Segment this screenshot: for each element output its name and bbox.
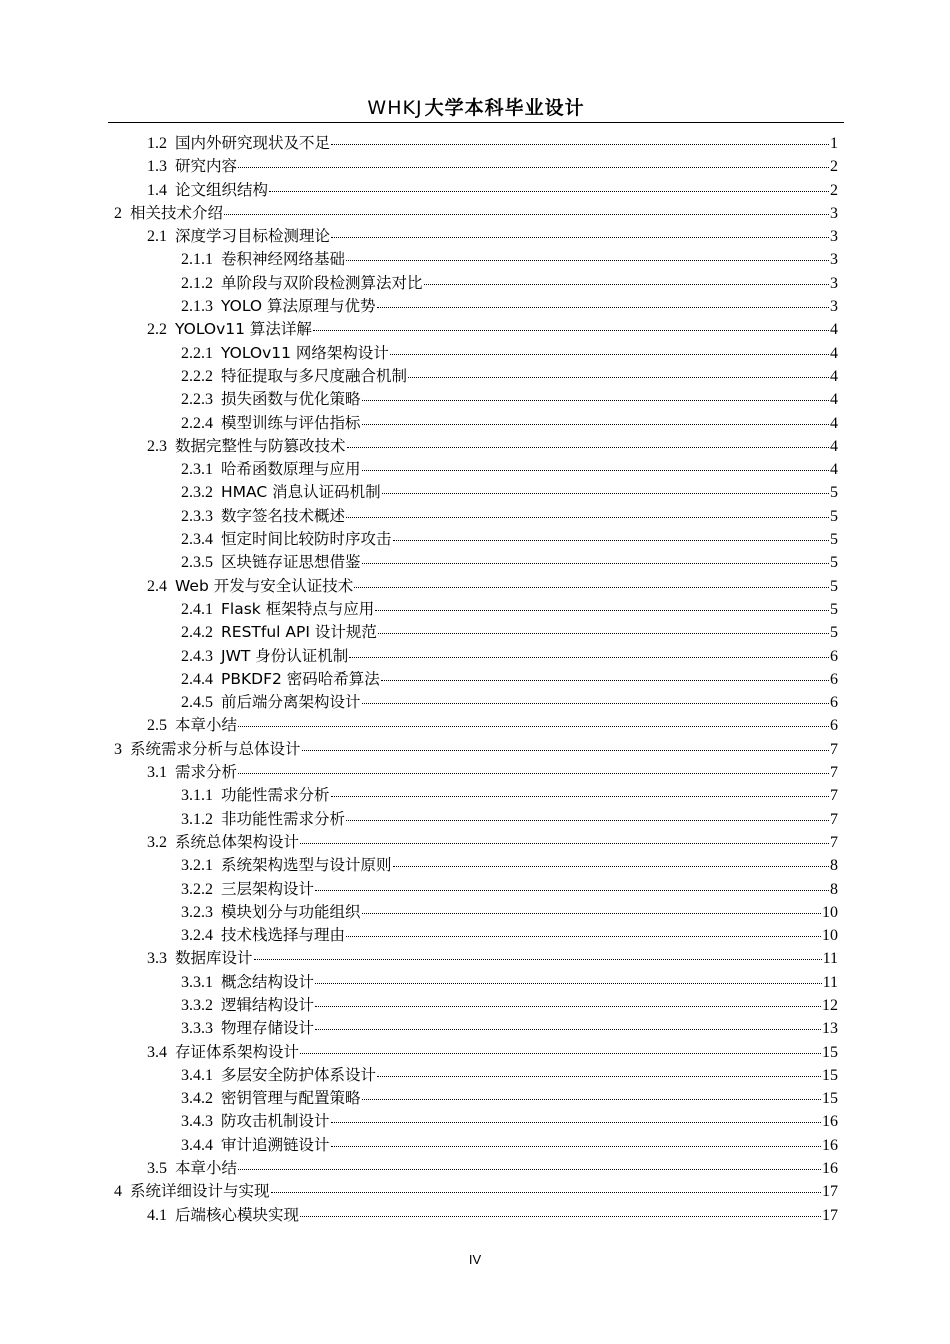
toc-entry-title: 功能性需求分析 [221, 786, 330, 805]
toc-entry-title: 后端核心模块实现 [175, 1205, 300, 1224]
toc-entry-page: 17 [822, 1183, 838, 1201]
toc-entry-title: PBKDF2 密码哈希算法 [221, 669, 380, 688]
toc-entry-page: 7 [830, 810, 838, 828]
toc-entry-title: 前后端分离架构设计 [221, 693, 361, 712]
toc-entry[interactable] [108, 784, 838, 807]
toc-dot-leader [331, 1122, 821, 1123]
toc-entry-page: 3 [830, 274, 838, 292]
toc-entry-page: 16 [822, 1113, 838, 1131]
toc-dot-leader [300, 1053, 821, 1054]
toc-entry-number: 3.3.1 [181, 973, 213, 991]
toc-entry-title: 逻辑结构设计 [221, 995, 315, 1014]
toc-entry-number: 4.1 [147, 1206, 167, 1224]
toc-entry-page: 4 [830, 437, 838, 455]
toc-entry-title: Web 开发与安全认证技术 [175, 576, 354, 595]
toc-entry-number: 3.2.4 [181, 927, 213, 945]
toc-entry-number: 3.2.3 [181, 903, 213, 921]
toc-entry-page: 3 [830, 251, 838, 269]
toc-entry[interactable] [108, 1134, 838, 1157]
toc-entry-title: 密钥管理与配置策略 [221, 1089, 361, 1108]
toc-dot-leader [331, 1146, 821, 1147]
toc-dot-leader [331, 144, 829, 145]
toc-entry-title: 哈希函数原理与应用 [221, 460, 361, 479]
toc-dot-leader [362, 703, 829, 704]
toc-entry-title: JWT 身份认证机制 [221, 646, 349, 665]
toc-entry[interactable] [108, 971, 838, 994]
toc-entry[interactable] [108, 854, 838, 877]
toc-entry-page: 7 [830, 740, 838, 758]
toc-entry[interactable] [108, 1087, 838, 1110]
toc-entry[interactable] [108, 714, 838, 737]
toc-entry[interactable] [108, 435, 838, 458]
toc-entry-page: 5 [830, 484, 838, 502]
toc-dot-leader [269, 191, 829, 192]
toc-entry-title: 系统总体架构设计 [175, 832, 300, 851]
toc-dot-leader [378, 633, 829, 634]
toc-entry-page: 5 [830, 600, 838, 618]
toc-entry-page: 6 [830, 694, 838, 712]
toc-entry-title: YOLO 算法原理与优势 [221, 297, 376, 316]
toc-entry-page: 3 [830, 228, 838, 246]
toc-entry[interactable] [108, 1110, 838, 1133]
toc-dot-leader [224, 214, 829, 215]
toc-entry-number: 2.3.1 [181, 461, 213, 479]
toc-entry[interactable] [108, 528, 838, 551]
toc-entry[interactable] [108, 1017, 838, 1040]
toc-dot-leader [238, 773, 829, 774]
toc-entry-number: 4 [114, 1183, 122, 1201]
toc-dot-leader [424, 284, 829, 285]
toc-entry-title: 单阶段与双阶段检测算法对比 [221, 273, 423, 292]
toc-entry-page: 3 [830, 204, 838, 222]
toc-entry-number: 2.4.2 [181, 624, 213, 642]
toc-entry-number: 2.2.4 [181, 414, 213, 432]
toc-dot-leader [271, 1192, 821, 1193]
toc-entry-title: 特征提取与多尺度融合机制 [221, 366, 408, 385]
toc-entry-title: 系统详细设计与实现 [130, 1182, 270, 1201]
toc-dot-leader [238, 726, 829, 727]
toc-entry-page: 15 [822, 1066, 838, 1084]
toc-entry-title: 数字签名技术概述 [221, 506, 346, 525]
toc-entry-number: 2.2.3 [181, 391, 213, 409]
toc-dot-leader [347, 447, 829, 448]
toc-entry[interactable] [108, 691, 838, 714]
toc-entry-number: 2.2.2 [181, 367, 213, 385]
toc-entry[interactable] [108, 1204, 838, 1227]
toc-dot-leader [254, 959, 822, 960]
toc-entry[interactable] [108, 388, 838, 411]
toc-dot-leader [238, 1169, 821, 1170]
toc-entry-number: 3.4.4 [181, 1136, 213, 1154]
toc-entry-title: 多层安全防护体系设计 [221, 1065, 377, 1084]
toc-entry-page: 11 [822, 973, 838, 991]
toc-entry-page: 16 [822, 1160, 838, 1178]
toc-entry-title: 卷积神经网络基础 [221, 250, 346, 269]
toc-entry-title: 相关技术介绍 [130, 203, 224, 222]
toc-entry-number: 2.3.4 [181, 531, 213, 549]
toc-entry-title: HMAC 消息认证码机制 [221, 483, 381, 502]
toc-entry-number: 3 [114, 740, 122, 758]
toc-entry-number: 2.4.1 [181, 600, 213, 618]
toc-entry-number: 3.3.2 [181, 996, 213, 1014]
toc-dot-leader [393, 540, 829, 541]
toc-entry[interactable] [108, 738, 838, 761]
toc-entry[interactable] [108, 901, 838, 924]
toc-entry[interactable] [108, 924, 838, 947]
toc-entry-number: 2.2.1 [181, 344, 213, 362]
toc-dot-leader [408, 377, 829, 378]
toc-entry[interactable] [108, 761, 838, 784]
toc-entry-number: 2.4.3 [181, 647, 213, 665]
toc-entry-title: 损失函数与优化策略 [221, 390, 361, 409]
toc-entry-number: 3.4.2 [181, 1090, 213, 1108]
toc-entry-title: 本章小结 [175, 1159, 238, 1178]
toc-entry-page: 5 [830, 577, 838, 595]
toc-entry-page: 1 [830, 135, 838, 152]
toc-entry-page: 10 [822, 927, 838, 945]
toc-entry-page: 6 [830, 717, 838, 735]
toc-entry[interactable] [108, 155, 838, 178]
toc-entry-number: 2.1.3 [181, 298, 213, 316]
toc-entry-page: 5 [830, 507, 838, 525]
toc-entry-number: 3.2.2 [181, 880, 213, 898]
toc-dot-leader [315, 1029, 821, 1030]
toc-entry-title: 需求分析 [175, 763, 238, 782]
toc-entry-number: 3.2 [147, 833, 167, 851]
toc-entry-page: 15 [822, 1090, 838, 1108]
toc-entry[interactable] [108, 132, 838, 155]
toc-entry-title: 系统需求分析与总体设计 [130, 739, 301, 758]
toc-entry-page: 7 [830, 787, 838, 805]
toc-entry-title: 模型训练与评估指标 [221, 413, 361, 432]
toc-entry-page: 17 [822, 1206, 838, 1224]
toc-entry-title: YOLOv11 网络架构设计 [221, 343, 389, 362]
toc-entry-number: 2.1 [147, 228, 167, 246]
toc-entry-number: 1.2 [147, 135, 167, 152]
toc-entry-page: 12 [822, 996, 838, 1014]
toc-entry-page: 4 [830, 461, 838, 479]
toc-dot-leader [331, 796, 829, 797]
toc-entry-number: 2.4.4 [181, 670, 213, 688]
toc-entry-title: YOLOv11 算法详解 [175, 320, 312, 339]
toc-entry-number: 2.4.5 [181, 694, 213, 712]
toc-dot-leader [381, 680, 829, 681]
toc-entry[interactable] [108, 575, 838, 598]
toc-entry[interactable] [108, 621, 838, 644]
toc-entry-page: 6 [830, 647, 838, 665]
toc-entry[interactable] [108, 598, 838, 621]
toc-dot-leader [346, 936, 821, 937]
page-header [108, 94, 844, 123]
toc-entry-page: 2 [830, 158, 838, 176]
toc-entry-number: 2.5 [147, 717, 167, 735]
toc-dot-leader [315, 1006, 821, 1007]
toc-entry[interactable] [108, 808, 838, 831]
toc-entry[interactable] [108, 202, 838, 225]
toc-dot-leader [362, 1099, 821, 1100]
table-of-contents [108, 132, 838, 1227]
toc-entry-number: 3.3.3 [181, 1020, 213, 1038]
page-number: IV [468, 1252, 482, 1267]
toc-entry-page: 4 [830, 414, 838, 432]
toc-dot-leader [362, 913, 821, 914]
toc-entry[interactable] [108, 878, 838, 901]
toc-entry-title: 区块链存证思想借鉴 [221, 553, 361, 572]
toc-entry-title: 论文组织结构 [175, 180, 269, 199]
toc-entry-number: 2.4 [147, 577, 167, 595]
toc-entry-number: 3.2.1 [181, 857, 213, 875]
toc-entry-title: 数据库设计 [175, 949, 253, 968]
toc-dot-leader [346, 820, 829, 821]
toc-entry-title: 研究内容 [175, 157, 238, 176]
toc-entry-title: 防攻击机制设计 [221, 1112, 330, 1131]
toc-entry-title: 恒定时间比较防时序攻击 [221, 530, 392, 549]
toc-entry-title: 数据完整性与防篡改技术 [175, 436, 346, 455]
toc-dot-leader [331, 237, 829, 238]
toc-entry-number: 3.3 [147, 950, 167, 968]
toc-entry-title: 本章小结 [175, 716, 238, 735]
toc-entry-page: 2 [830, 181, 838, 199]
toc-entry-page: 4 [830, 367, 838, 385]
toc-entry-page: 5 [830, 624, 838, 642]
toc-entry[interactable] [108, 1064, 838, 1087]
toc-entry-title: 存证体系架构设计 [175, 1042, 300, 1061]
toc-entry[interactable] [108, 505, 838, 528]
toc-entry-number: 2.1.1 [181, 251, 213, 269]
toc-entry-title: 三层架构设计 [221, 879, 315, 898]
toc-dot-leader [300, 843, 829, 844]
toc-entry-number: 1.3 [147, 158, 167, 176]
toc-entry-number: 3.4.1 [181, 1066, 213, 1084]
toc-dot-leader [346, 260, 829, 261]
header-title: 大学本科毕业设计 [424, 97, 585, 119]
toc-dot-leader [390, 354, 829, 355]
toc-entry-page: 7 [830, 764, 838, 782]
toc-entry[interactable] [108, 318, 838, 341]
toc-dot-leader [313, 330, 829, 331]
toc-entry[interactable] [108, 947, 838, 970]
toc-entry-number: 2.1.2 [181, 274, 213, 292]
toc-entry-number: 2.3 [147, 437, 167, 455]
toc-entry[interactable] [108, 179, 838, 202]
toc-entry-number: 2.2 [147, 321, 167, 339]
toc-entry-page: 10 [822, 903, 838, 921]
toc-entry-title: 国内外研究现状及不足 [175, 134, 331, 152]
toc-entry-page: 5 [830, 531, 838, 549]
toc-entry-title: 审计追溯链设计 [221, 1135, 330, 1154]
toc-entry[interactable] [108, 481, 838, 504]
toc-entry-page: 4 [830, 391, 838, 409]
toc-entry[interactable] [108, 365, 838, 388]
toc-dot-leader [349, 657, 829, 658]
toc-entry-page: 8 [830, 857, 838, 875]
toc-dot-leader [377, 307, 829, 308]
toc-entry[interactable] [108, 295, 838, 318]
toc-dot-leader [300, 1216, 821, 1217]
toc-entry-title: 非功能性需求分析 [221, 809, 346, 828]
toc-entry-page: 4 [830, 344, 838, 362]
toc-dot-leader [377, 1076, 821, 1077]
toc-entry-number: 3.5 [147, 1160, 167, 1178]
toc-entry-number: 3.1 [147, 764, 167, 782]
toc-dot-leader [346, 517, 829, 518]
toc-entry-number: 2 [114, 204, 122, 222]
toc-entry-page: 16 [822, 1136, 838, 1154]
toc-entry-page: 5 [830, 554, 838, 572]
toc-entry-number: 2.3.2 [181, 484, 213, 502]
toc-dot-leader [362, 424, 829, 425]
toc-entry-page: 4 [830, 321, 838, 339]
toc-entry-page: 11 [822, 950, 838, 968]
toc-entry-title: 物理存储设计 [221, 1019, 315, 1038]
toc-dot-leader [375, 610, 829, 611]
toc-entry-title: 模块划分与功能组织 [221, 902, 361, 921]
toc-entry[interactable] [108, 1180, 838, 1203]
toc-entry-number: 2.3.5 [181, 554, 213, 572]
toc-entry[interactable] [108, 1041, 838, 1064]
toc-entry[interactable] [108, 458, 838, 481]
toc-dot-leader [354, 587, 829, 588]
toc-entry-page: 7 [830, 833, 838, 851]
toc-entry[interactable] [108, 225, 838, 248]
toc-entry[interactable] [108, 668, 838, 691]
toc-entry-page: 3 [830, 298, 838, 316]
toc-entry-title: 技术栈选择与理由 [221, 926, 346, 945]
toc-dot-leader [362, 563, 829, 564]
toc-entry[interactable] [108, 645, 838, 668]
toc-entry-title: 概念结构设计 [221, 972, 315, 991]
toc-entry-title: RESTful API 设计规范 [221, 623, 377, 642]
toc-entry-number: 3.4 [147, 1043, 167, 1061]
toc-dot-leader [315, 890, 829, 891]
toc-dot-leader [362, 470, 829, 471]
toc-dot-leader [382, 493, 829, 494]
toc-dot-leader [362, 400, 829, 401]
toc-entry-number: 2.3.3 [181, 507, 213, 525]
toc-entry-number: 3.4.3 [181, 1113, 213, 1131]
toc-dot-leader [302, 750, 829, 751]
toc-entry[interactable] [108, 412, 838, 435]
toc-dot-leader [315, 983, 822, 984]
toc-entry-page: 6 [830, 670, 838, 688]
toc-entry-number: 1.4 [147, 181, 167, 199]
toc-entry-number: 3.1.1 [181, 787, 213, 805]
toc-entry[interactable] [108, 831, 838, 854]
toc-entry[interactable] [108, 342, 838, 365]
header-brand: WHKJ [367, 97, 423, 119]
toc-dot-leader [393, 866, 829, 867]
toc-entry[interactable] [108, 272, 838, 295]
toc-entry[interactable] [108, 994, 838, 1017]
toc-entry-title: Flask 框架特点与应用 [221, 599, 375, 618]
toc-entry-title: 系统架构选型与设计原则 [221, 856, 392, 875]
toc-entry-title: 深度学习目标检测理论 [175, 227, 331, 246]
toc-entry-page: 13 [822, 1020, 838, 1038]
toc-entry[interactable] [108, 1157, 838, 1180]
toc-entry[interactable] [108, 551, 838, 574]
toc-entry-page: 15 [822, 1043, 838, 1061]
toc-entry-page: 8 [830, 880, 838, 898]
toc-entry-number: 3.1.2 [181, 810, 213, 828]
toc-entry[interactable] [108, 248, 838, 271]
toc-dot-leader [238, 167, 829, 168]
